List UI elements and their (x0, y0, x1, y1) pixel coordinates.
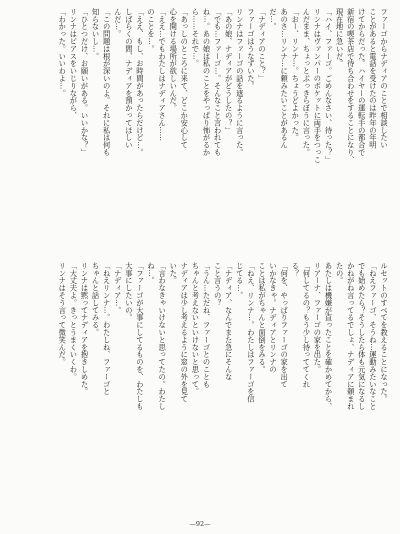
text-line: 心を開ける場所が欲しいんだ。 (169, 8, 179, 112)
text-line: リンナはヴァンパーのポケットに両手をつっこ (313, 8, 323, 164)
text-line: ことは私がちゃんと面倒をみる。 (257, 262, 267, 373)
text-line: こと言うの？ (213, 262, 223, 307)
text-line: 「何してるの？もう少し待っててくれ (302, 262, 312, 388)
text-line: いた。 (169, 262, 179, 285)
text-line: ちゃんと考えないといけないと思って。 (191, 262, 201, 396)
text-line: 「ええ…でもわたしはナディアさん…… (158, 8, 168, 142)
text-line: 「言わなきゃいけないと思ってたの。わたし (158, 262, 168, 410)
text-line: ルセットのすべてを教えることになった。 (380, 262, 389, 403)
text-line: んだまま、ちょっとぶっきらぼうに言った。 (302, 8, 312, 156)
text-line: 「ねえ、リンナ…。わたしはファーゴを信 (246, 262, 256, 403)
text-line: いかなきゃ。ナディアとリンナの (269, 262, 279, 373)
text-line: 「あっしのところに来て、どこか安心して (180, 8, 190, 149)
text-line: る？ (291, 262, 301, 277)
text-line: かねがね言ってるでしょ、ナディアに頼まれ (346, 262, 356, 410)
text-line: 「この問題は根が深いのよ。それに私は何も (102, 8, 112, 156)
text-line: 「ねえリンナ…。わたしね、ファーゴと (102, 262, 112, 396)
text-line: ちゃんと話してみる。 (91, 262, 101, 336)
text-line: んだ…。 (113, 8, 123, 38)
text-line: リアーナ、ファーゴの家を出た。 (313, 262, 323, 373)
text-line: ね…。あの娘は私のことをやっぱり怖がるか (202, 8, 212, 156)
text-line: 「ええ、もし、お時間があったらだけど…。 (135, 8, 145, 156)
text-line: 現在地に急いだ。 (335, 8, 345, 68)
text-line: ファーゴからナディアのことで相談したい (380, 8, 389, 149)
text-line: 「わかった。いいわよ…。 (58, 8, 68, 97)
text-line: たの。 (335, 262, 345, 285)
text-line: 「ハイ、ファーゴ。ごめんなさい、待った？」 (324, 8, 334, 164)
text-line: 「ひとつだけ、お願いがある。いいかな？」 (80, 8, 90, 156)
text-line: リンナはファーゴの話を遮るように言った。 (235, 8, 245, 156)
text-line: あたしは機嫌が直ったことを確かめてから、 (324, 262, 334, 410)
text-line: あのさ…リンナ…に頼みたいことがあるん (280, 8, 290, 149)
text-line: でも始めたら？そうしたら体も元気になるし (357, 262, 367, 410)
text-line: ナディアは少し考えるように窓の外を見て (180, 262, 190, 403)
text-line: のことを…。 (147, 8, 157, 53)
text-line: 「大丈夫よ。きっとうまくいくわ。 (69, 262, 79, 381)
text-line: 「ねえファーゴ、そうね…運動みたいなこと (368, 262, 378, 410)
text-line: ファーゴはうなずいた。 (246, 8, 256, 90)
text-line: 新宿の喫茶店で待ち合わせをすることになり、 (346, 8, 356, 164)
upper-text-block (10, 8, 390, 258)
text-line: 大事にしたいの。 (124, 262, 134, 322)
page-number: —92— (189, 520, 211, 528)
upper-vertical-text (10, 8, 390, 258)
text-line: だ…。 (269, 8, 279, 31)
text-line: 「でも…ファーゴ…。そんなこと言われても (213, 8, 223, 156)
lower-vertical-text (10, 262, 390, 512)
lower-text-block (10, 262, 390, 512)
text-line: ね…。 (147, 262, 157, 285)
text-line: リンナは黙ってナディアを抱きしめた。 (80, 262, 90, 396)
text-line: 「ナディア…。 (113, 262, 123, 314)
text-line: リンナはそう言って微笑んだ。 (58, 262, 68, 366)
text-line: 知らないし…。 (91, 8, 101, 60)
text-line: けてからだった。ハイヤーの運転手の都合で (357, 8, 367, 156)
text-line: 「何を、やっぱりファーゴの家を出て (280, 262, 290, 388)
text-line: 「あの娘、ナディアがどうしたの？」 (224, 8, 234, 134)
text-line: じてる…。 (235, 262, 245, 299)
text-line: ら……それで…。 (191, 8, 201, 68)
text-line: 「ファーゴが大事にしてるものを、わたしも (135, 262, 145, 410)
text-line: 「うん…ただね、ファーゴとのことも (202, 262, 212, 388)
text-line: ことがあると電話を受けたのは昨年の年明 (368, 8, 378, 149)
text-line: 「ナディア、なんでまた急にそんな (224, 262, 234, 381)
text-line: リンナはピアスをいじりながら、 (69, 8, 79, 119)
text-line: 「おー、リンナ…。ちょうどよかった。 (291, 8, 301, 142)
text-line: 「ナディアのこと？」 (257, 8, 267, 82)
text-line: しばらくの間、ナディアを預かってほしい (124, 8, 134, 149)
